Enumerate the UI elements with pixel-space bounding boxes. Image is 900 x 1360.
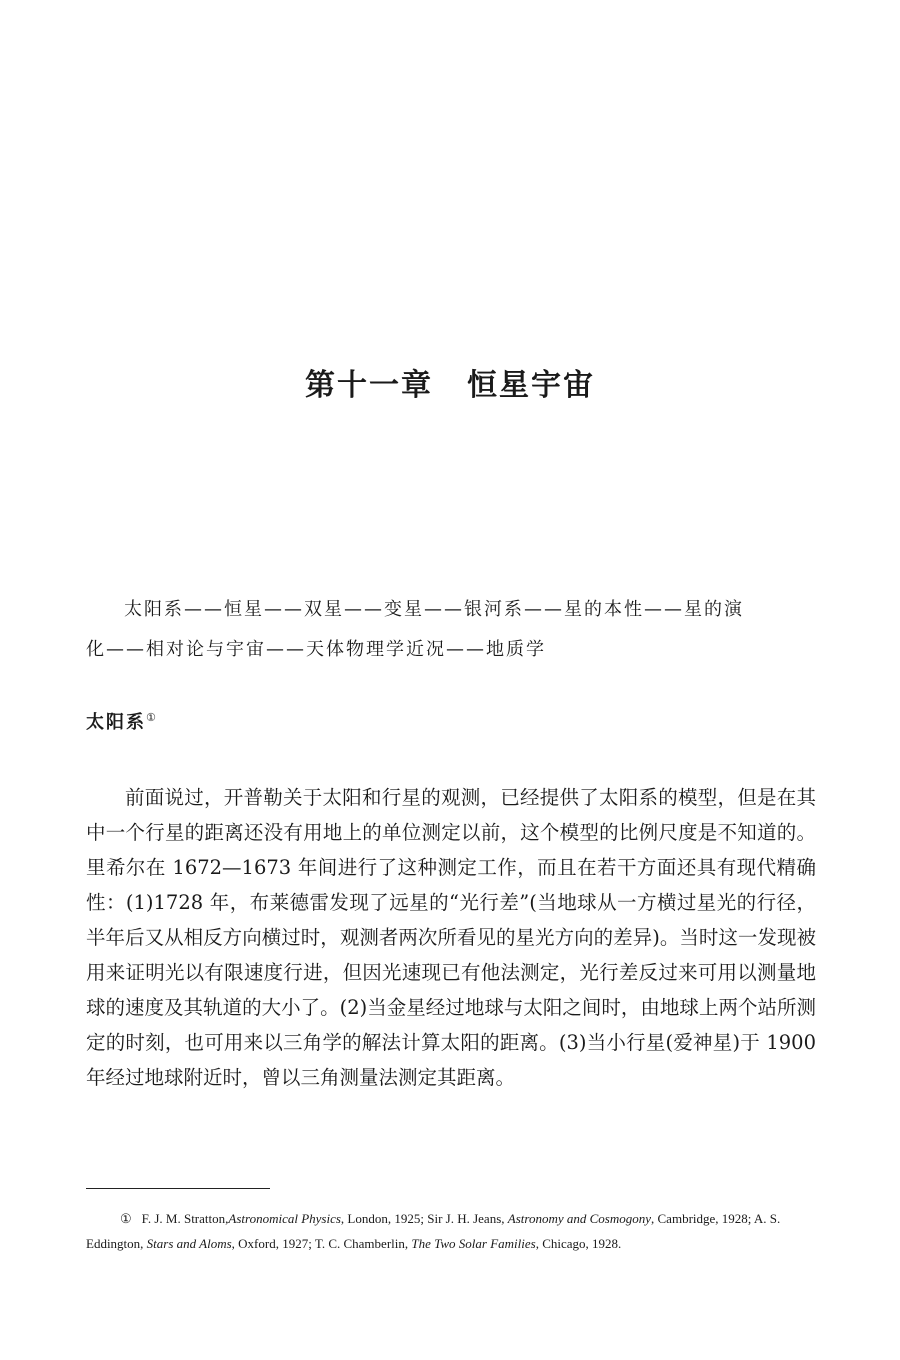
footnote-divider [86,1188,270,1189]
body-text [86,780,816,1095]
footnote-title-4: The Two Solar Families [411,1236,536,1251]
chapter-number: 第十一章 [305,368,433,403]
chapter-summary [86,590,816,670]
footnote-reference: ① [146,711,158,724]
body-paragraph: 前面说过，开普勒关于太阳和行星的观测，已经提供了太阳系的模型，但是在其中一个行星的距离还没有用地上的单位测定以前，这个模型的比例尺度是不知道的。里希尔在 1672—1673 年间进行了这种测定工作，而且在若干方面还具有现代精确性：(1)1728 年，布莱德雷发现了远星的“光行差”(当地球从一方横过星光的行径，半年后又从相反方向横过时，观测者两次所看见的星光方向的差异)。当时这一发现被用来证明光以有限速度行进，但因光速现已有他法测定，光行差反过来可用以测量地球的速度及其轨道的大小了。(2)当金星经过地球与太阳之间时，由地球上两个站所测定的时刻，也可用来以三角学的解法计算太阳的距离。(3)当小行星(爱神星)于 1900 年经过地球附近时，曾以三角测量法测定其距离。 [86,786,816,1089]
footnote-text-5: , Chicago, 1928. [535,1236,622,1251]
summary-line-1: 太阳系——恒星——双星——变星——银河系——星的本性——星的演 [124,599,744,620]
summary-line-2: 化——相对论与宇宙——天体物理学近况——地质学 [86,639,546,660]
footnote-mark: ① [120,1211,132,1226]
footnote-text-2: , London, 1925; Sir J. H. Jeans, [340,1211,508,1226]
footnote-title-3: Stars and Aloms [146,1236,232,1251]
section-heading-text: 太阳系 [86,712,146,733]
footnote-text-4: , Oxford, 1927; T. C. Chamberlin, [231,1236,412,1251]
chapter-title [0,360,900,404]
footnote [86,1206,816,1256]
footnote-text-1: F. J. M. Stratton, [141,1211,229,1226]
chapter-name: 恒星宇宙 [467,368,595,403]
footnote-title-2: Astronomy and Cosmogony [507,1211,652,1226]
footnote-text-3: , Cambridge, 1928; A. S. Eddington, [86,1211,781,1251]
footnote-title-1: Astronomical Physics [228,1211,341,1226]
section-heading [86,708,158,734]
